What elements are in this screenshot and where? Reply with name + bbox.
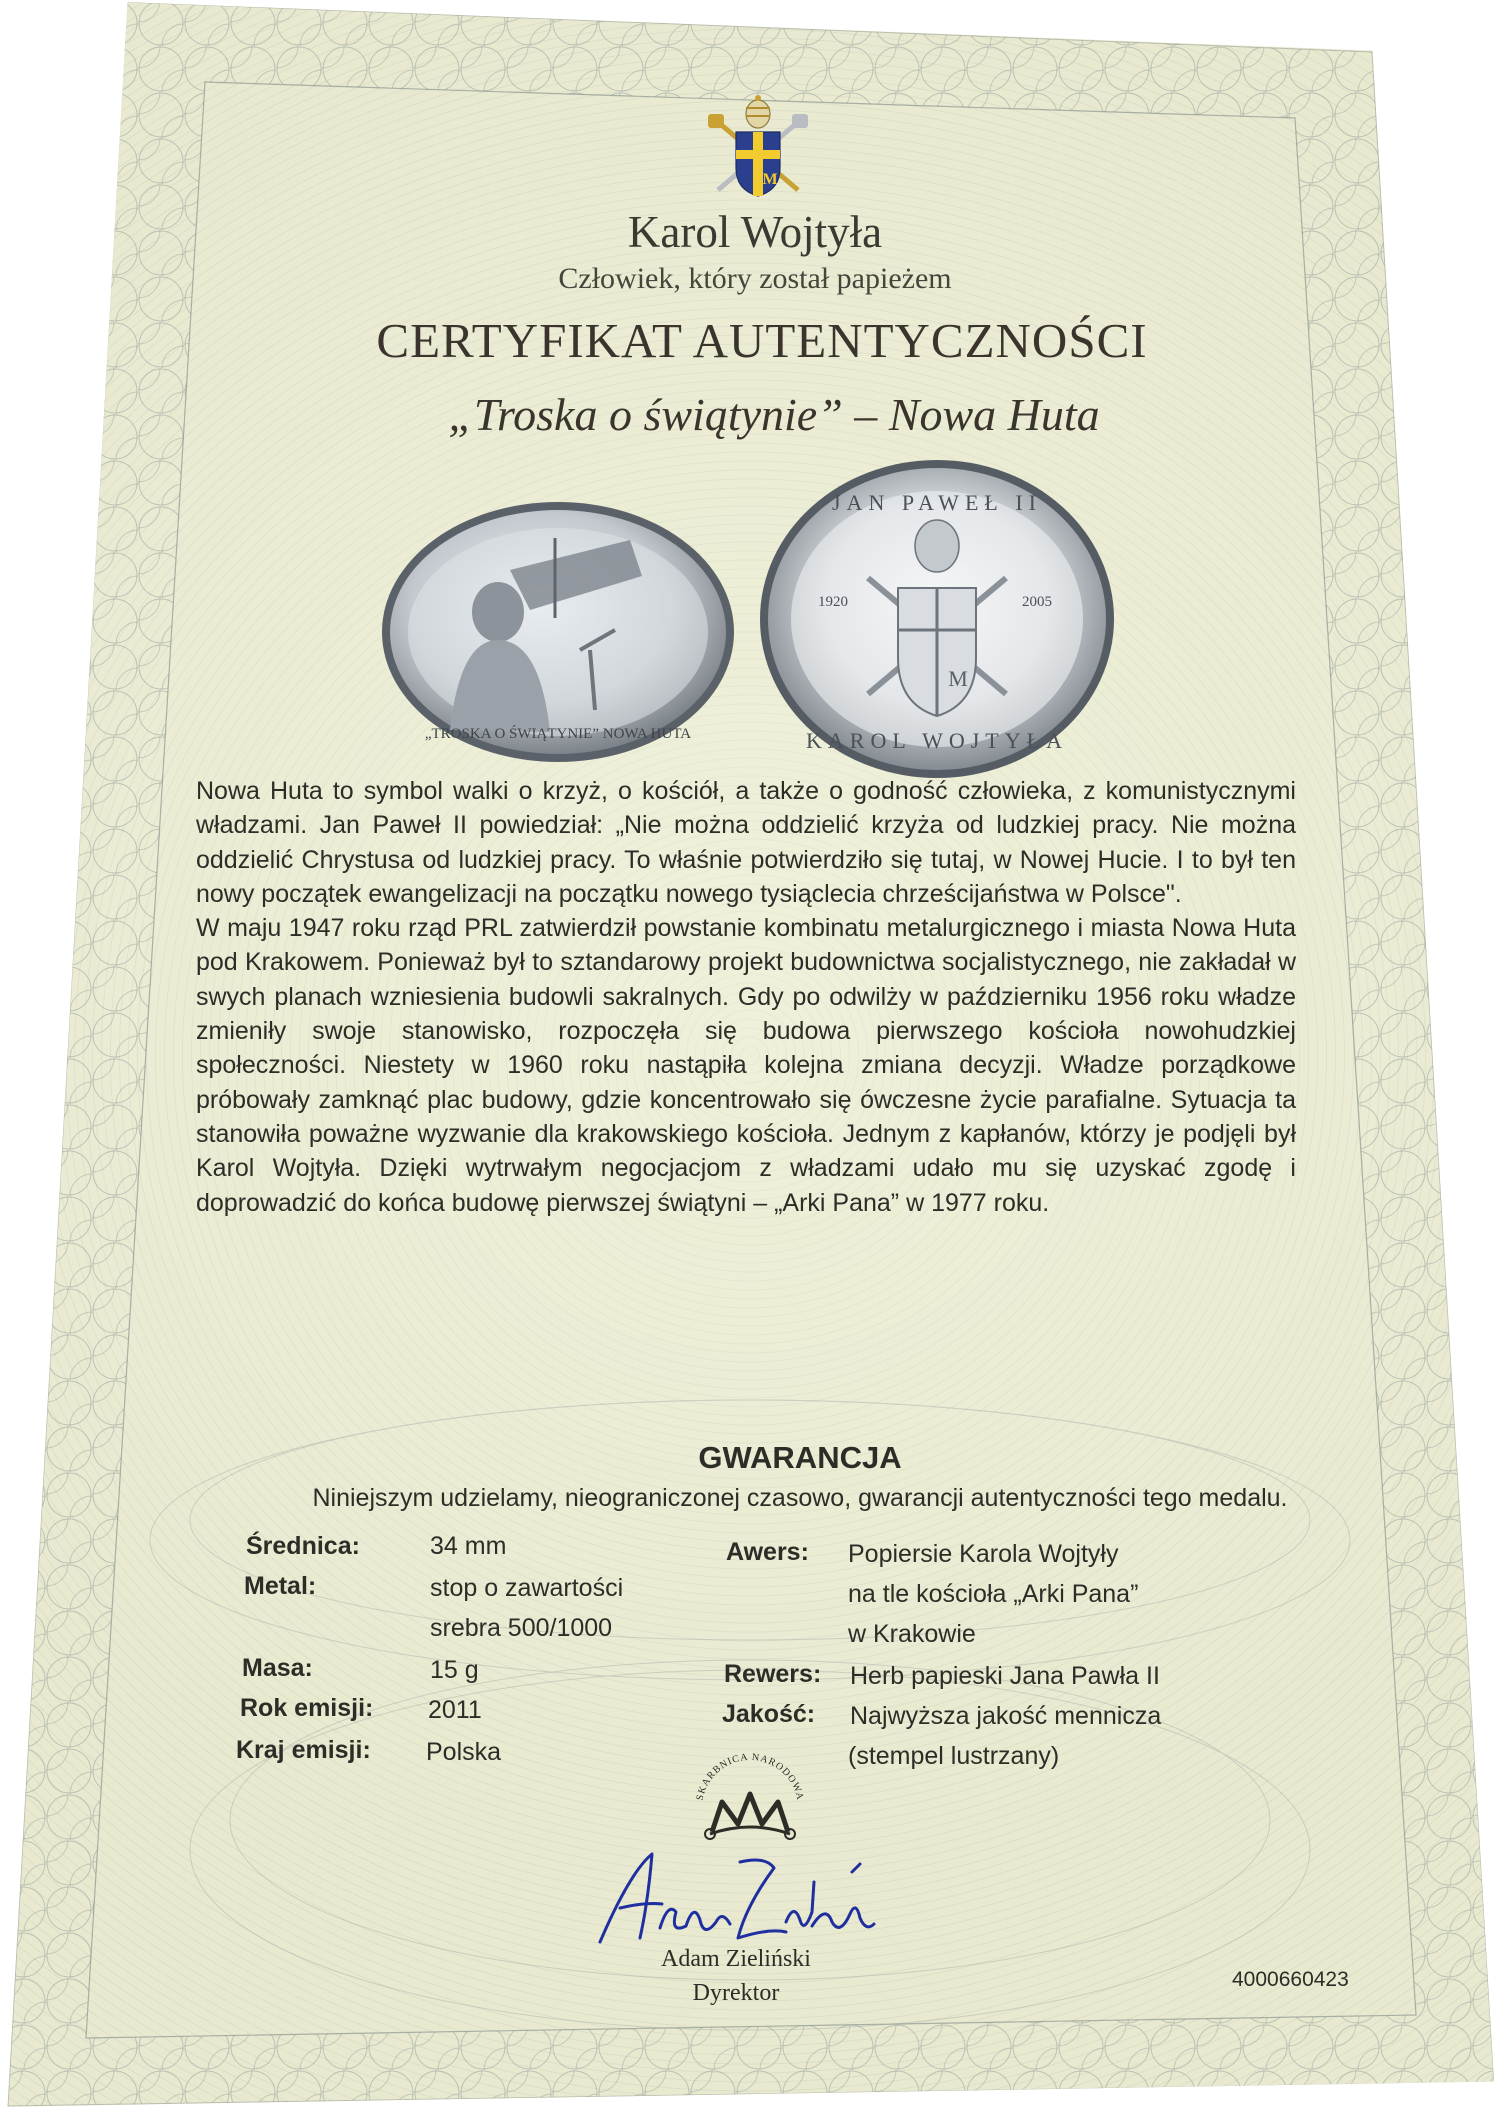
reverse-year-right: 2005: [1022, 594, 1052, 610]
signature-image: [590, 1842, 880, 1954]
page-title: Karol Wojtyła: [627, 207, 883, 257]
spec-value-obverse-line-2: na tle kościoła „Arki Pana”: [848, 1580, 1139, 1608]
spec-value-metal-line-1: stop o zawartości: [430, 1574, 624, 1602]
coin-obverse-image: [380, 500, 736, 764]
spec-value-country: Polska: [426, 1738, 502, 1766]
body-paragraph-2: W maju 1947 roku rząd PRL zatwierdził powstanie kombinatu metalurgicznego i miasta Nowa Huta pod Krakowem. Ponieważ był to sztandarowy projekt budownictwa socjalistycznego, nie zakładał w swych planach wzniesienia budowli sakralnych. Gdy po odwilży w październiku 1956 roku władze zmieniły swoje stanowisko, rozpoczęła się budowa pierwszego kościoła nowohudzkiej społeczności. Niestety w 1960 roku nastąpiła kolejna zmiana decyzji. Władze porządkowe próbowały zamknąć plac budowy, gdzie koncentrowało się ówczesne życie parafialne. Sytuacja ta stanowiła poważne wyzwanie dla krakowskiego kościoła. Jednym z kapłanów, którzy je podjęli był Karol Wojtyła. Dzięki wytrwałym negocjacjom z władzami udało mu się uzyskać zgodę i doprowadzić do końca budowę pierwszej świątyni – „Arki Pana” w 1977 roku.: [196, 914, 1296, 1217]
coin-reverse-image: [758, 458, 1116, 780]
spec-value-obverse-line-1: Popiersie Karola Wojtyły: [848, 1540, 1119, 1568]
spec-label-mass: Masa:: [242, 1654, 313, 1682]
spec-value-metal-line-2: srebra 500/1000: [430, 1614, 613, 1642]
spec-label-metal: Metal:: [244, 1572, 317, 1600]
guarantee-text: Niniejszym udzielamy, nieograniczonej czasowo, gwarancji autentyczności tego medalu.: [312, 1484, 1288, 1512]
reverse-year-left: 1920: [818, 594, 848, 610]
papal-coat-of-arms-icon: [704, 92, 812, 200]
certificate-heading: CERTYFIKAT AUTENTYCZNOŚCI: [376, 313, 1148, 368]
spec-value-reverse: Herb papieski Jana Pawła II: [850, 1662, 1160, 1690]
spec-value-year: 2011: [428, 1696, 482, 1724]
reverse-legend-bottom: KAROL WOJTYŁA: [806, 728, 1068, 753]
mint-logo-icon: [688, 1750, 812, 1842]
reverse-legend-top: JAN PAWEŁ II: [832, 490, 1042, 515]
spec-value-quality-line-1: Najwyższa jakość mennicza: [850, 1702, 1162, 1730]
spec-label-reverse: Rewers:: [724, 1660, 822, 1688]
spec-label-year: Rok emisji:: [240, 1694, 374, 1722]
body-paragraph-1: Nowa Huta to symbol walki o krzyż, o kościół, a także o godność człowieka, z komunistycznymi władzami. Jan Paweł II powiedział: „Nie można oddzielić krzyża od ludzkiej pracy. Nie można oddzielić Chrystusa od ludzkiej pracy. To właśnie potwierdziło się tutaj, w Nowej Hucie. I to był ten nowy początek ewangelizacji na początku nowego tysiąclecia chrześcijaństwa w Polsce".: [196, 777, 1296, 908]
body-text: [196, 774, 1296, 1220]
obverse-legend: „TROSKA O ŚWIĄTYNIE” NOWA HUTA: [424, 726, 692, 742]
spec-label-obverse: Awers:: [726, 1538, 809, 1566]
subtitle: Człowiek, który został papieżem: [558, 262, 952, 295]
spec-value-diameter: 34 mm: [430, 1532, 507, 1560]
serial-number: 4000660423: [1232, 1968, 1349, 1991]
spec-label-quality: Jakość:: [722, 1700, 816, 1728]
medal-name: „Troska o świątynie” – Nowa Huta: [448, 389, 1100, 440]
signer-name: Adam Zieliński: [661, 1946, 811, 1972]
spec-label-diameter: Średnica:: [246, 1532, 360, 1560]
guarantee-heading: GWARANCJA: [698, 1440, 902, 1475]
svg-text:M: M: [762, 171, 778, 188]
signer-role: Dyrektor: [692, 1980, 780, 2006]
spec-value-obverse-line-3: w Krakowie: [848, 1620, 976, 1648]
svg-text:M: M: [948, 666, 968, 691]
spec-value-mass: 15 g: [430, 1656, 479, 1684]
svg-text:SKARBNICA NARODOWA: SKARBNICA NARODOWA: [694, 1751, 806, 1802]
spec-value-quality-line-2: (stempel lustrzany): [848, 1742, 1060, 1770]
spec-label-country: Kraj emisji:: [236, 1736, 371, 1764]
